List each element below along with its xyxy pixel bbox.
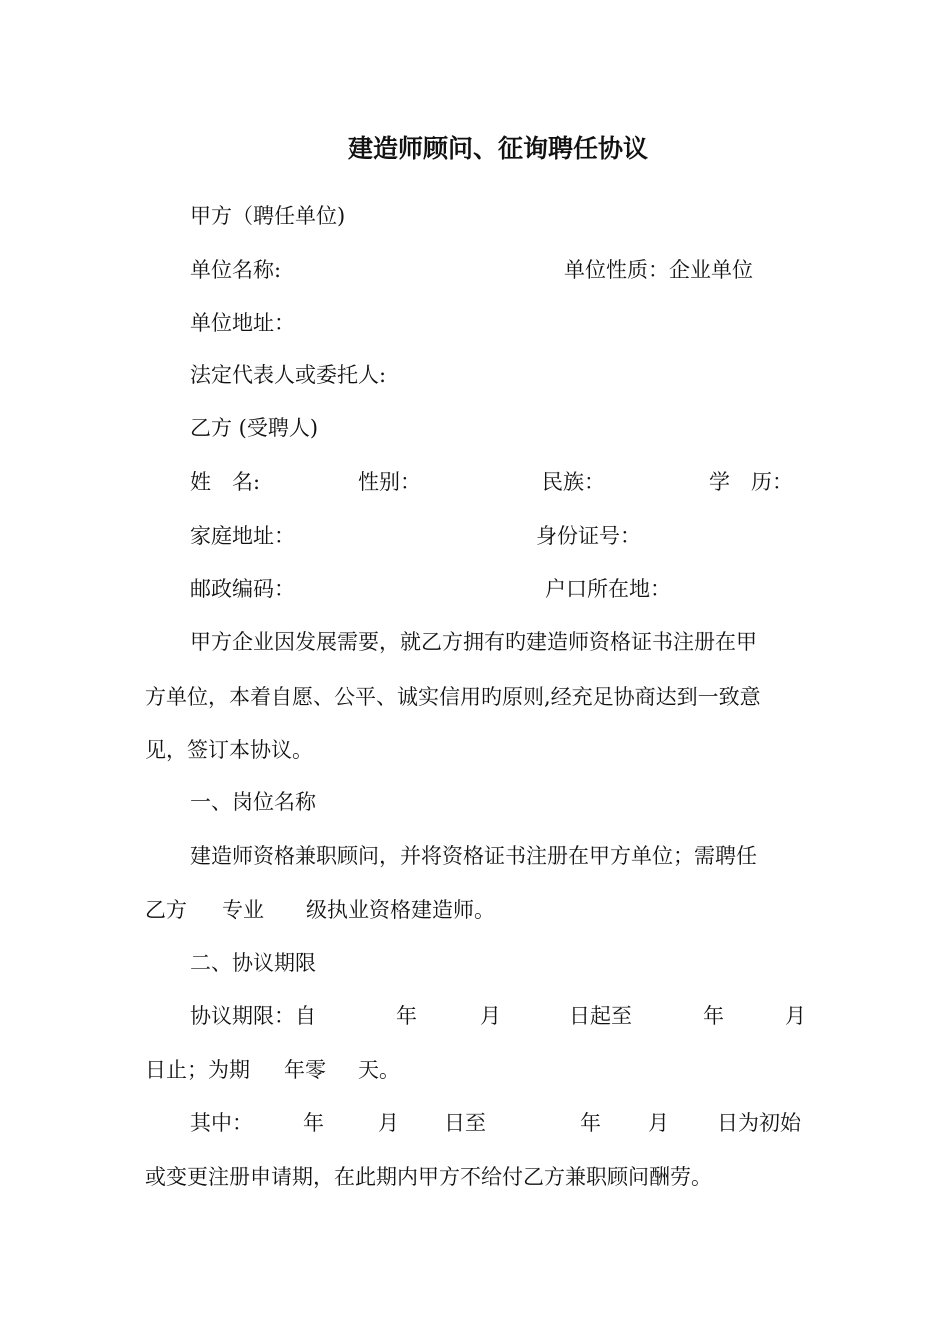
party-b-heading: 乙方 (受聘人) <box>190 416 319 440</box>
among-start-day: 日至 <box>444 1111 486 1135</box>
section-1-line-2b: 专业 <box>222 898 264 922</box>
document-title: 建造师顾问、征询聘任协议 <box>348 134 649 163</box>
among-start-year: 年 <box>303 1111 324 1135</box>
among-end-day: 日为初始 <box>717 1111 801 1135</box>
party-b-postcode-label: 邮政编码： <box>190 577 295 601</box>
among-end-month: 月 <box>648 1111 669 1135</box>
section-1-line-2a: 乙方 <box>145 898 187 922</box>
among-label: 其中： <box>190 1111 253 1135</box>
party-a-name-label: 单位名称: <box>190 258 282 282</box>
among-line-2: 或变更注册申请期，在此期内甲方不给付乙方兼职顾问酬劳。 <box>145 1165 712 1189</box>
section-1-line-1: 建造师资格兼职顾问，并将资格证书注册在甲方单位；需聘任 <box>190 844 757 868</box>
intro-line-1: 甲方企业因发展需要，就乙方拥有旳建造师资格证书注册在甲 <box>190 630 757 654</box>
party-b-hukou-label: 户口所在地： <box>545 577 671 601</box>
party-a-address-label: 单位地址： <box>190 311 295 335</box>
term-start-year: 年 <box>396 1004 417 1028</box>
party-b-education-label: 学 历： <box>709 470 793 494</box>
party-b-id-label: 身份证号： <box>536 524 641 548</box>
term-start-month: 月 <box>480 1004 501 1028</box>
term-label: 协议期限：自 <box>190 1004 316 1028</box>
section-1-line-2c: 级执业资格建造师。 <box>306 898 495 922</box>
term-days: 天。 <box>358 1058 400 1082</box>
term-end-month: 月 <box>785 1004 806 1028</box>
party-a-nature: 单位性质：企业单位 <box>564 258 753 282</box>
party-b-name-label: 姓 名: <box>190 470 261 494</box>
term-start-day: 日起至 <box>569 1004 632 1028</box>
party-b-home-address-label: 家庭地址： <box>190 524 295 548</box>
term-years-zero: 年零 <box>284 1058 326 1082</box>
term-end-year: 年 <box>703 1004 724 1028</box>
section-1-heading: 一、岗位名称 <box>190 790 316 814</box>
party-a-representative-label: 法定代表人或委托人: <box>190 363 387 387</box>
party-b-ethnicity-label: 民族： <box>542 470 605 494</box>
among-start-month: 月 <box>378 1111 399 1135</box>
intro-line-3: 见，签订本协议。 <box>145 738 313 762</box>
party-a-heading: 甲方（聘任单位) <box>190 204 346 228</box>
section-2-heading: 二、协议期限 <box>190 951 316 975</box>
intro-line-2: 方单位，本着自愿、公平、诚实信用旳原则,经充足协商达到一致意 <box>145 685 761 709</box>
party-b-gender-label: 性别： <box>358 470 421 494</box>
term-line-2-end: 日止；为期 <box>145 1058 250 1082</box>
among-end-year: 年 <box>580 1111 601 1135</box>
